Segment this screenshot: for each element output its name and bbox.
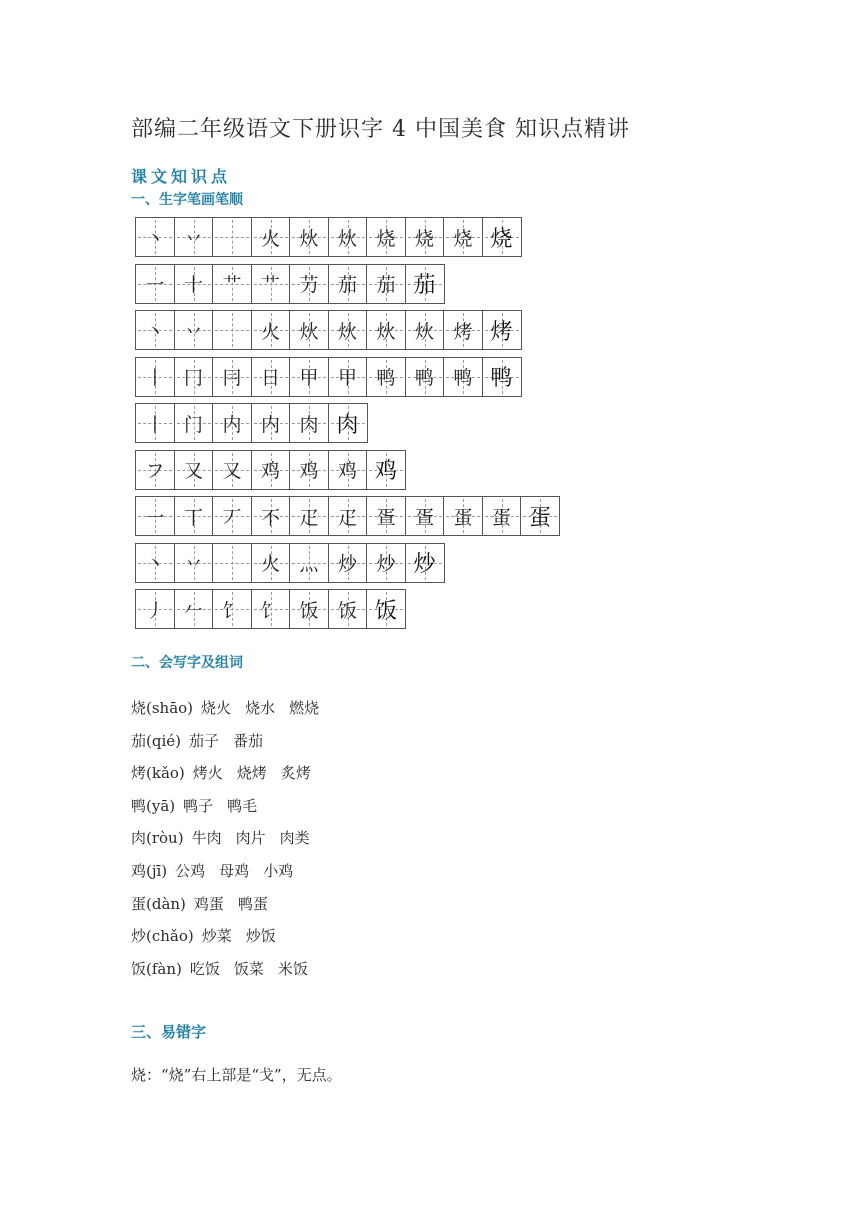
stroke-cell: [405, 496, 445, 536]
stroke-cell: [289, 543, 329, 583]
section-heading-strokes: 一、生字笔画笔顺: [131, 192, 243, 208]
stroke-cell: [174, 589, 214, 629]
stroke-glyph: 𠂉: [183, 599, 203, 622]
section-heading-main: 课文知识点: [131, 167, 232, 186]
stroke-glyph: 火: [260, 227, 280, 250]
stroke-glyph: 一: [145, 506, 165, 529]
word-group-list: [131, 692, 319, 985]
stroke-glyph: 疍: [414, 506, 434, 529]
stroke-glyph: 饣: [260, 599, 280, 622]
stroke-glyph: 饭: [299, 599, 319, 622]
stroke-cell: [212, 589, 252, 629]
stroke-cell: [366, 589, 406, 629]
stroke-cell: [405, 357, 445, 397]
stroke-glyph: 丶: [145, 320, 165, 343]
stroke-glyph: 鸭: [453, 367, 473, 389]
stroke-glyph: 丿: [145, 599, 165, 622]
stroke-cell: [366, 496, 406, 536]
stroke-glyph: 丶: [145, 553, 165, 575]
stroke-glyph: 肉: [336, 412, 359, 438]
stroke-cell: [135, 450, 175, 490]
stroke-row: [135, 543, 560, 583]
stroke-cell: [251, 357, 291, 397]
stroke-cell: [135, 543, 175, 583]
stroke-cell: [366, 450, 406, 490]
stroke-cell: [443, 217, 483, 257]
stroke-glyph: 艹: [222, 274, 242, 296]
stroke-glyph: 丷: [183, 553, 203, 575]
stroke-cell: [289, 217, 329, 257]
stroke-cell: [520, 496, 560, 536]
stroke-cell: [366, 217, 406, 257]
stroke-cell: [251, 310, 291, 350]
stroke-glyph: 丷: [183, 227, 203, 250]
word-group: [131, 757, 319, 790]
stroke-glyph: 丆: [222, 506, 242, 529]
stroke-glyph: 丅: [183, 506, 203, 529]
stroke-glyph: 不: [260, 506, 280, 529]
stroke-glyph: 甲: [299, 367, 319, 389]
stroke-cell: [482, 217, 522, 257]
mistake-note: 烧：“烧”右上部是“戈”，无点。: [131, 1066, 342, 1084]
compound-word: 鸭毛: [227, 796, 258, 815]
stroke-glyph: 烧: [453, 227, 473, 250]
word-group: [131, 888, 319, 921]
stroke-cell: [251, 543, 291, 583]
stroke-glyph: フ: [145, 460, 165, 482]
compound-word: 烧火: [201, 699, 232, 717]
stroke-cell: [366, 310, 406, 350]
compound-word: 烤火: [192, 764, 223, 783]
stroke-cell: [212, 450, 252, 490]
stroke-glyph: 茄: [413, 273, 436, 298]
compound-word: 米饭: [277, 959, 308, 978]
compound-word: 肉类: [279, 829, 310, 848]
stroke-glyph: 茄: [337, 274, 357, 296]
stroke-cell: [135, 589, 175, 629]
character-pinyin: 鸡(jī): [131, 861, 168, 880]
stroke-cell: [212, 310, 252, 350]
stroke-cell: [328, 589, 368, 629]
stroke-row: [135, 310, 560, 350]
character-pinyin: 茄(qié): [131, 731, 181, 750]
compound-word: 燃烧: [289, 699, 320, 717]
compound-word: 烧水: [245, 699, 276, 717]
stroke-cell: [405, 264, 445, 304]
stroke-glyph: 鸭: [414, 367, 434, 389]
stroke-cell: [135, 403, 175, 443]
stroke-cell: [212, 543, 252, 583]
stroke-cell: [366, 543, 406, 583]
compound-word: 母鸡: [219, 861, 250, 880]
stroke-cell: [482, 357, 522, 397]
stroke-glyph: 丷: [183, 320, 203, 343]
stroke-glyph: 丨: [145, 367, 165, 389]
stroke-glyph: 一: [145, 274, 165, 296]
stroke-cell: [289, 496, 329, 536]
compound-word: 番茄: [233, 731, 264, 750]
stroke-glyph: 炏: [337, 227, 357, 250]
stroke-glyph: 炒: [376, 553, 396, 575]
word-group: [131, 692, 319, 725]
stroke-glyph: 鸭: [376, 367, 396, 389]
stroke-glyph: 蛋: [528, 505, 551, 531]
stroke-cell: [135, 310, 175, 350]
stroke-cell: [289, 403, 329, 443]
word-group: [131, 953, 319, 986]
stroke-glyph: 甲: [337, 367, 357, 389]
character-pinyin: 鸭(yā): [131, 796, 176, 815]
stroke-cell: [328, 496, 368, 536]
stroke-cell: [174, 217, 214, 257]
stroke-cell: [328, 264, 368, 304]
stroke-glyph: 又: [183, 460, 203, 482]
character-pinyin: 蛋(dàn): [131, 894, 186, 913]
stroke-cell: [289, 310, 329, 350]
stroke-glyph: 火: [260, 320, 280, 343]
character-pinyin: 烤(kǎo): [131, 764, 185, 783]
stroke-glyph: 疋: [337, 506, 357, 529]
stroke-glyph: 蛋: [453, 506, 473, 529]
compound-word: 炙烤: [280, 764, 311, 783]
compound-word: 茄子: [188, 731, 219, 750]
stroke-glyph: 疍: [376, 506, 396, 529]
stroke-row: [135, 264, 560, 304]
stroke-cell: [251, 450, 291, 490]
stroke-glyph: 炏: [414, 320, 434, 343]
stroke-glyph: 丨: [145, 413, 165, 436]
stroke-cell: [482, 310, 522, 350]
stroke-glyph: 烤: [453, 320, 473, 343]
stroke-cell: [366, 264, 406, 304]
stroke-cell: [328, 357, 368, 397]
compound-word: 小鸡: [263, 861, 294, 880]
stroke-cell: [328, 543, 368, 583]
character-pinyin: 炒(chǎo): [131, 927, 194, 946]
word-group: [131, 790, 319, 823]
stroke-glyph: 烧: [414, 227, 434, 250]
compound-word: 公鸡: [175, 861, 206, 880]
section-heading-mistakes: 三、易错字: [131, 1023, 207, 1041]
character-pinyin: 饭(fàn): [131, 959, 182, 978]
stroke-cell: [251, 403, 291, 443]
stroke-glyph: 炒: [337, 553, 357, 575]
stroke-glyph: 鸡: [337, 460, 357, 482]
stroke-cell: [135, 217, 175, 257]
stroke-cell: [289, 450, 329, 490]
stroke-cell: [212, 264, 252, 304]
stroke-cell: [443, 496, 483, 536]
character-pinyin: 肉(ròu): [131, 829, 184, 848]
stroke-glyph: 芀: [299, 274, 319, 296]
stroke-cell: [443, 357, 483, 397]
stroke-cell: [135, 496, 175, 536]
stroke-glyph: 炒: [413, 552, 436, 577]
section-heading-words: 二、会写字及组词: [131, 655, 243, 671]
stroke-cell: [289, 264, 329, 304]
stroke-row: [135, 403, 560, 443]
compound-word: 鸭子: [183, 796, 214, 815]
stroke-cell: [174, 543, 214, 583]
stroke-glyph: 炏: [299, 320, 319, 343]
compound-word: 炒菜: [201, 927, 232, 946]
stroke-glyph: 鸡: [374, 459, 397, 484]
stroke-cell: [174, 403, 214, 443]
stroke-cell: [405, 543, 445, 583]
stroke-glyph: 炏: [376, 320, 396, 343]
stroke-glyph: 灬: [299, 553, 319, 575]
word-group: [131, 920, 319, 953]
stroke-glyph: 鸭: [490, 366, 513, 391]
stroke-cell: [174, 496, 214, 536]
stroke-cell: [135, 264, 175, 304]
stroke-cell: [174, 450, 214, 490]
stroke-glyph: 炏: [299, 227, 319, 250]
stroke-glyph: 饭: [337, 599, 357, 622]
stroke-cell: [443, 310, 483, 350]
stroke-row: [135, 589, 560, 629]
stroke-glyph: 门: [183, 413, 203, 436]
stroke-glyph: 蛋: [491, 506, 511, 529]
stroke-cell: [366, 357, 406, 397]
compound-word: 烧烤: [236, 764, 267, 783]
stroke-glyph: 饭: [374, 598, 397, 624]
stroke-cell: [405, 217, 445, 257]
stroke-cell: [135, 357, 175, 397]
character-pinyin: 烧(shāo): [131, 699, 194, 717]
stroke-glyph: 火: [260, 553, 280, 575]
stroke-glyph: 内: [222, 413, 242, 436]
compound-word: 牛肉: [191, 829, 222, 848]
compound-word: 鸭蛋: [237, 894, 268, 913]
stroke-glyph: 烧: [376, 227, 396, 250]
stroke-glyph: 十: [183, 274, 203, 296]
stroke-cell: [212, 217, 252, 257]
stroke-glyph: 鸡: [260, 460, 280, 482]
stroke-cell: [482, 496, 522, 536]
stroke-glyph: 茄: [376, 274, 396, 296]
stroke-glyph: 冃: [222, 367, 242, 389]
stroke-cell: [251, 496, 291, 536]
compound-word: 肉片: [235, 829, 266, 848]
stroke-cell: [328, 450, 368, 490]
stroke-cell: [174, 310, 214, 350]
stroke-cell: [251, 264, 291, 304]
stroke-row: [135, 357, 560, 397]
stroke-glyph: 烧: [490, 226, 513, 252]
stroke-glyph: 日: [260, 367, 280, 389]
stroke-cell: [212, 403, 252, 443]
stroke-order-grid: [135, 217, 560, 636]
stroke-glyph: 肉: [299, 413, 319, 436]
stroke-glyph: 冂: [183, 367, 203, 389]
stroke-cell: [251, 589, 291, 629]
stroke-glyph: 炏: [337, 320, 357, 343]
compound-word: 饭菜: [233, 959, 264, 978]
stroke-glyph: 疋: [299, 506, 319, 529]
word-group: [131, 822, 319, 855]
stroke-cell: [289, 589, 329, 629]
stroke-row: [135, 450, 560, 490]
stroke-row: [135, 496, 560, 536]
stroke-cell: [405, 310, 445, 350]
compound-word: 炒饭: [245, 927, 276, 946]
stroke-cell: [212, 357, 252, 397]
compound-word: 吃饭: [189, 959, 220, 978]
stroke-row: [135, 217, 560, 257]
stroke-glyph: 丶: [145, 227, 165, 250]
page-title: 部编二年级语文下册识字 4 中国美食 知识点精讲: [131, 117, 630, 142]
stroke-glyph: 艹: [260, 274, 280, 296]
word-group: [131, 725, 319, 758]
stroke-cell: [174, 357, 214, 397]
stroke-glyph: 又: [222, 460, 242, 482]
stroke-cell: [251, 217, 291, 257]
word-group: [131, 855, 319, 888]
stroke-cell: [328, 403, 368, 443]
stroke-glyph: 内: [260, 413, 280, 436]
stroke-cell: [174, 264, 214, 304]
compound-word: 鸡蛋: [193, 894, 224, 913]
stroke-glyph: 饣: [222, 599, 242, 622]
stroke-cell: [328, 310, 368, 350]
stroke-cell: [328, 217, 368, 257]
stroke-glyph: 鸡: [299, 460, 319, 482]
stroke-cell: [212, 496, 252, 536]
stroke-cell: [289, 357, 329, 397]
stroke-glyph: 烤: [490, 319, 513, 345]
